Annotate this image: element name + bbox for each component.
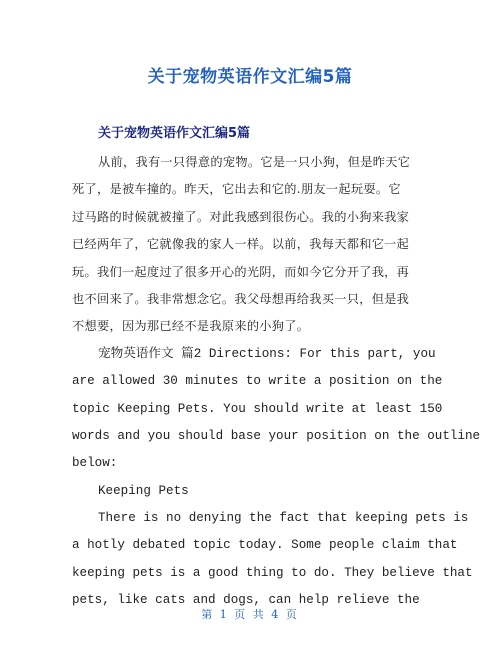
document-title: 关于宠物英语作文汇编5篇 [147, 67, 353, 87]
paragraph-line: 过马路的时候就被撞了。对此我感到很伤心。我的小狗来我家 [72, 209, 410, 224]
paragraph-line: topic Keeping Pets. You should write at least 150 [72, 401, 443, 416]
paragraph-line: below: [72, 456, 118, 471]
paragraph-line: 从前，我有一只得意的宠物。它是一只小狗，但是昨天它 [98, 155, 411, 169]
paragraph-line: Keeping Pets [98, 483, 189, 498]
paragraph-line: pets, like cats and dogs, can help relieve the [72, 593, 420, 608]
paragraph-line: 不想要，因为那已经不是我原来的小狗了。 [72, 319, 310, 334]
paragraph-line: keeping pets is a good thing to do. They believe that [72, 565, 473, 580]
paragraph-line: a hotly debated topic today. Some people claim that [72, 538, 458, 553]
paragraph-line: are allowed 30 minutes to write a position on the [72, 374, 443, 389]
document-body [72, 149, 481, 615]
paragraph-line: 玩。我们一起度过了很多开心的光阴，而如今它分开了我，再 [72, 264, 410, 279]
page-footer: 第 1 页 共 4 页 [201, 608, 299, 621]
section-heading: 关于宠物英语作文汇编5篇 [98, 126, 251, 141]
paragraph-line: There is no denying the fact that keeping pets is [98, 511, 469, 526]
paragraph-line: words and you should base your position on the outline [72, 428, 481, 443]
paragraph-line: 宠物英语作文 篇2 Directions: For this part, you [98, 346, 436, 361]
paragraph-line: 也不回来了。我非常想念它。我父母想再给我买一只，但是我 [72, 291, 410, 306]
paragraph-line: 死了，是被车撞的。昨天，它出去和它的.朋友一起玩耍。它 [72, 182, 401, 197]
paragraph-line: 已经两年了，它就像我的家人一样。以前，我每天都和它一起 [72, 237, 410, 252]
